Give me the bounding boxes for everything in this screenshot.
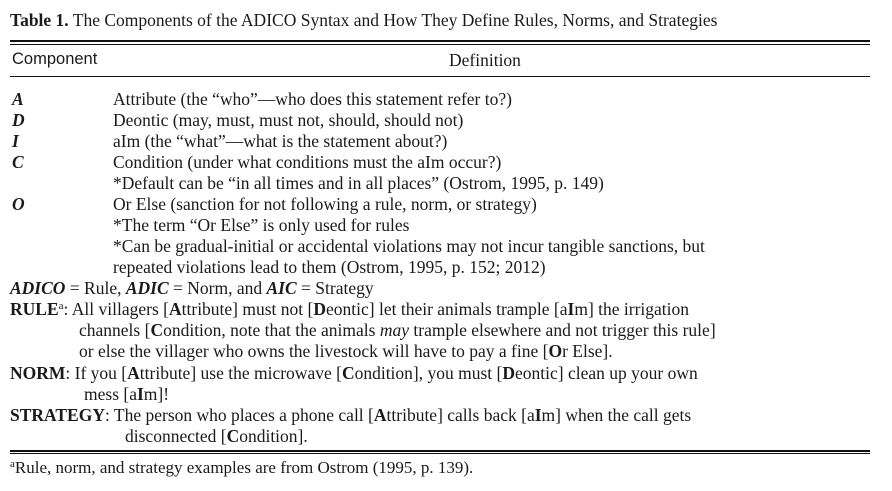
- definition-o: Or Else (sanction for not following a rule, norm, or strategy): [113, 194, 537, 214]
- definition-o-note-2: *Can be gradual-initial or accidental violations may not incur tangible sanctions, but: [113, 236, 705, 256]
- component-letter-a: A: [12, 89, 24, 109]
- definition-c: Condition (under what conditions must the aIm occur?): [113, 152, 502, 172]
- component-letter-d: D: [12, 110, 25, 130]
- table-label: Table 1.: [10, 10, 69, 30]
- norm-example-line-1: NORM: If you [Attribute] use the microwave [Condition], you must [Deontic] clean up your own: [10, 363, 698, 383]
- definition-o-note-3: repeated violations lead to them (Ostrom, 1995, p. 152; 2012): [113, 257, 546, 277]
- bottom-rule: [10, 450, 870, 452]
- rule-example-line-1: RULE$^a$: All villagers [Attribute] must not [Deontic] let their animals trample [aIm] the irrigation: [10, 299, 690, 319]
- norm-example-line-2: mess [aIm]!: [84, 384, 170, 404]
- header-component: Component: [12, 50, 98, 68]
- strategy-example-line-2: disconnected [Condition].: [125, 426, 308, 446]
- rule-example-line-2: channels [Condition, note that the animals may trample elsewhere and not trigger this rule]: [79, 320, 716, 340]
- table-caption: [10, 10, 882, 31]
- component-letter-i: I: [12, 131, 19, 151]
- component-letter-c: C: [12, 152, 24, 172]
- bottom-rule-thin: [10, 453, 870, 454]
- definition-d: Deontic (may, must, must not, should, should not): [113, 110, 464, 130]
- syntax-summary: ADICO = Rule, ADIC = Norm, and AIC = Strategy: [10, 278, 374, 298]
- top-rule-thin: [10, 44, 870, 45]
- component-letter-o: O: [12, 194, 25, 214]
- table-footnote: $^a$Rule, norm, and strategy examples are from Ostrom (1995, p. 139).: [10, 457, 474, 477]
- definition-a: Attribute (the “who”—who does this statement refer to?): [113, 89, 512, 109]
- strategy-example-line-1: STRATEGY: The person who places a phone call [Attribute] calls back [aIm] when the call gets: [10, 405, 692, 425]
- header-rule: [10, 76, 870, 77]
- top-rule: [10, 40, 870, 42]
- definition-i: aIm (the “what”—what is the statement about?): [113, 131, 448, 151]
- table-title: The Components of the ADICO Syntax and How They Define Rules, Norms, and Strategies: [72, 10, 718, 30]
- rule-example-line-3: or else the villager who owns the livestock will have to pay a fine [Or Else].: [79, 341, 613, 361]
- definition-o-note-1: *The term “Or Else” is only used for rules: [113, 215, 410, 235]
- definition-c-note: *Default can be “in all times and in all places” (Ostrom, 1995, p. 149): [113, 173, 604, 193]
- header-definition: Definition: [449, 50, 521, 70]
